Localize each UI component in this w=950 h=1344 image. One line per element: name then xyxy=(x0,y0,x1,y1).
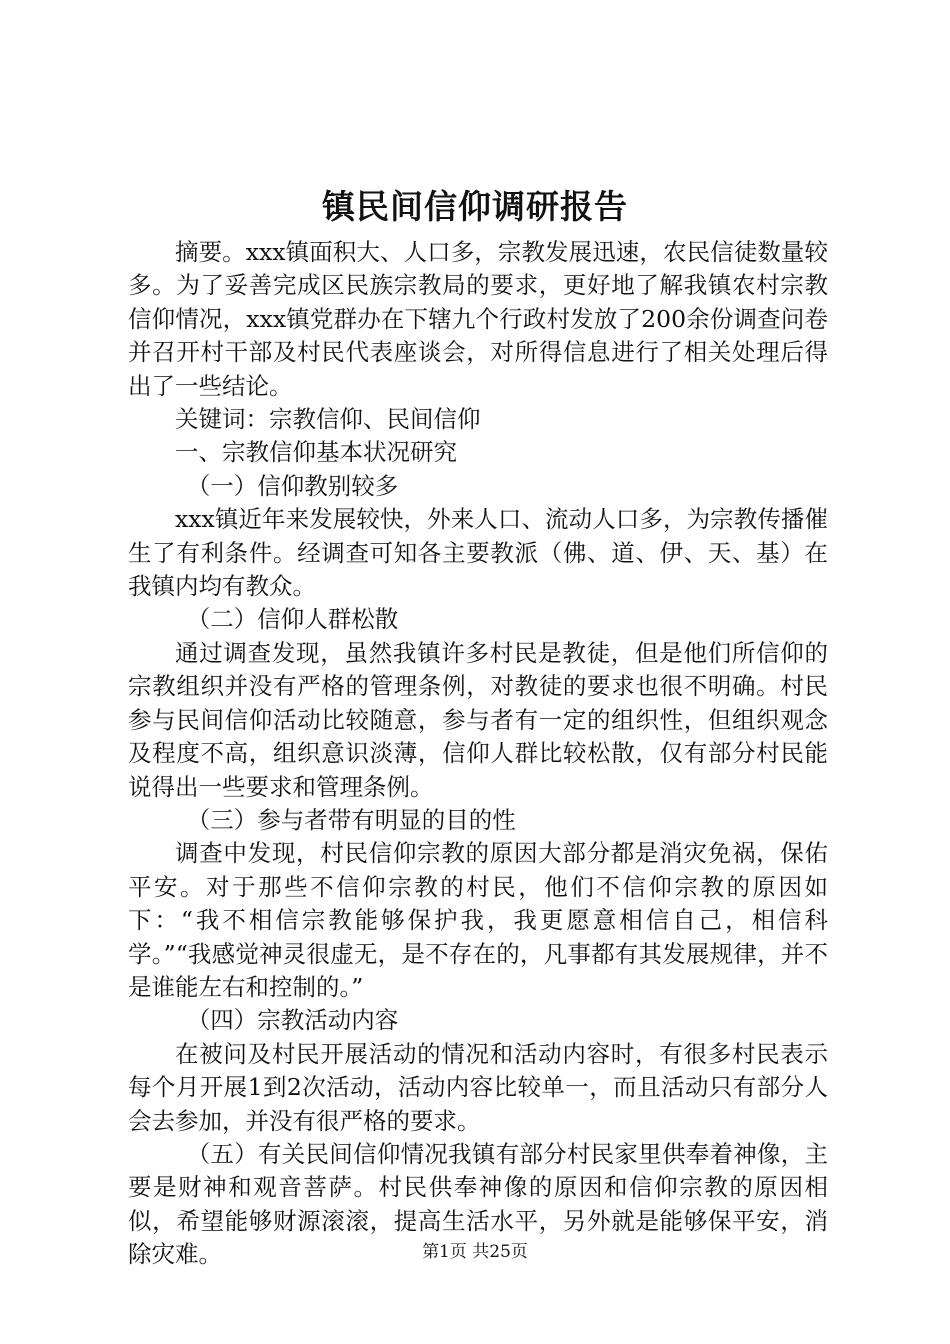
subsection-heading: （二）信仰人群松散 xyxy=(186,605,399,634)
document-body xyxy=(128,236,828,1272)
keywords-line: 关键词：宗教信仰、民间信仰 xyxy=(175,405,481,434)
subsection-heading: （四）宗教活动内容 xyxy=(186,1006,399,1035)
body-paragraph: 在被问及村民开展活动的情况和活动内容时，有很多村民表示每个月开展1到2次活动，活动内容比较单一，而且活动只有部分人会去参加，并没有很严格的要求。 xyxy=(128,1039,828,1135)
body-paragraph: 调查中发现，村民信仰宗教的原因大部分都是消灾免祸，保佑平安。对于那些不信仰宗教的村民，他们不信仰宗教的原因如下：“我不相信宗教能够保护我，我更愿意相信自己，相信科学。”“我感觉神灵很虚无，是不存在的，凡事都有其发展规律，并不是谁能左右和控制的。” xyxy=(128,839,828,1001)
subsection-heading: （三）参与者带有明显的目的性 xyxy=(186,805,516,834)
document-title: 镇民间信仰调研报告 xyxy=(322,187,628,226)
section-heading: 一、宗教信仰基本状况研究 xyxy=(175,438,457,467)
subsection-heading: （一）信仰教别较多 xyxy=(186,471,399,500)
abstract-paragraph: 摘要。xxx镇面积大、人口多，宗教发展迅速，农民信徒数量较多。为了妥善完成区民族宗教局的要求，更好地了解我镇农村宗教信仰情况，xxx镇党群办在下辖九个行政村发放了200余份调查问卷并召开村干部及村民代表座谈会，对所得信息进行了相关处理后得出了一些结论。 xyxy=(128,238,828,400)
body-paragraph: （五）有关民间信仰情况我镇有部分村民家里供奉着神像，主要是财神和观音菩萨。村民供奉神像的原因和信仰宗教的原因相似，希望能够财源滚滚，提高生活水平，另外就是能够保平安，消除灾难。 xyxy=(128,1139,828,1269)
body-paragraph: xxx镇近年来发展较快，外来人口、流动人口多，为宗教传播催生了有利条件。经调查可知各主要教派（佛、道、伊、天、基）在我镇内均有教众。 xyxy=(128,505,828,601)
page-footer: 第1页 共25页 xyxy=(422,1242,528,1262)
body-paragraph: 通过调查发现，虽然我镇许多村民是教徒，但是他们所信仰的宗教组织并没有严格的管理条例，对教徒的要求也很不明确。村民参与民间信仰活动比较随意，参与者有一定的组织性，但组织观念及程度不高，组织意识淡薄，信仰人群比较松散，仅有部分村民能说得出一些要求和管理条例。 xyxy=(128,638,828,801)
